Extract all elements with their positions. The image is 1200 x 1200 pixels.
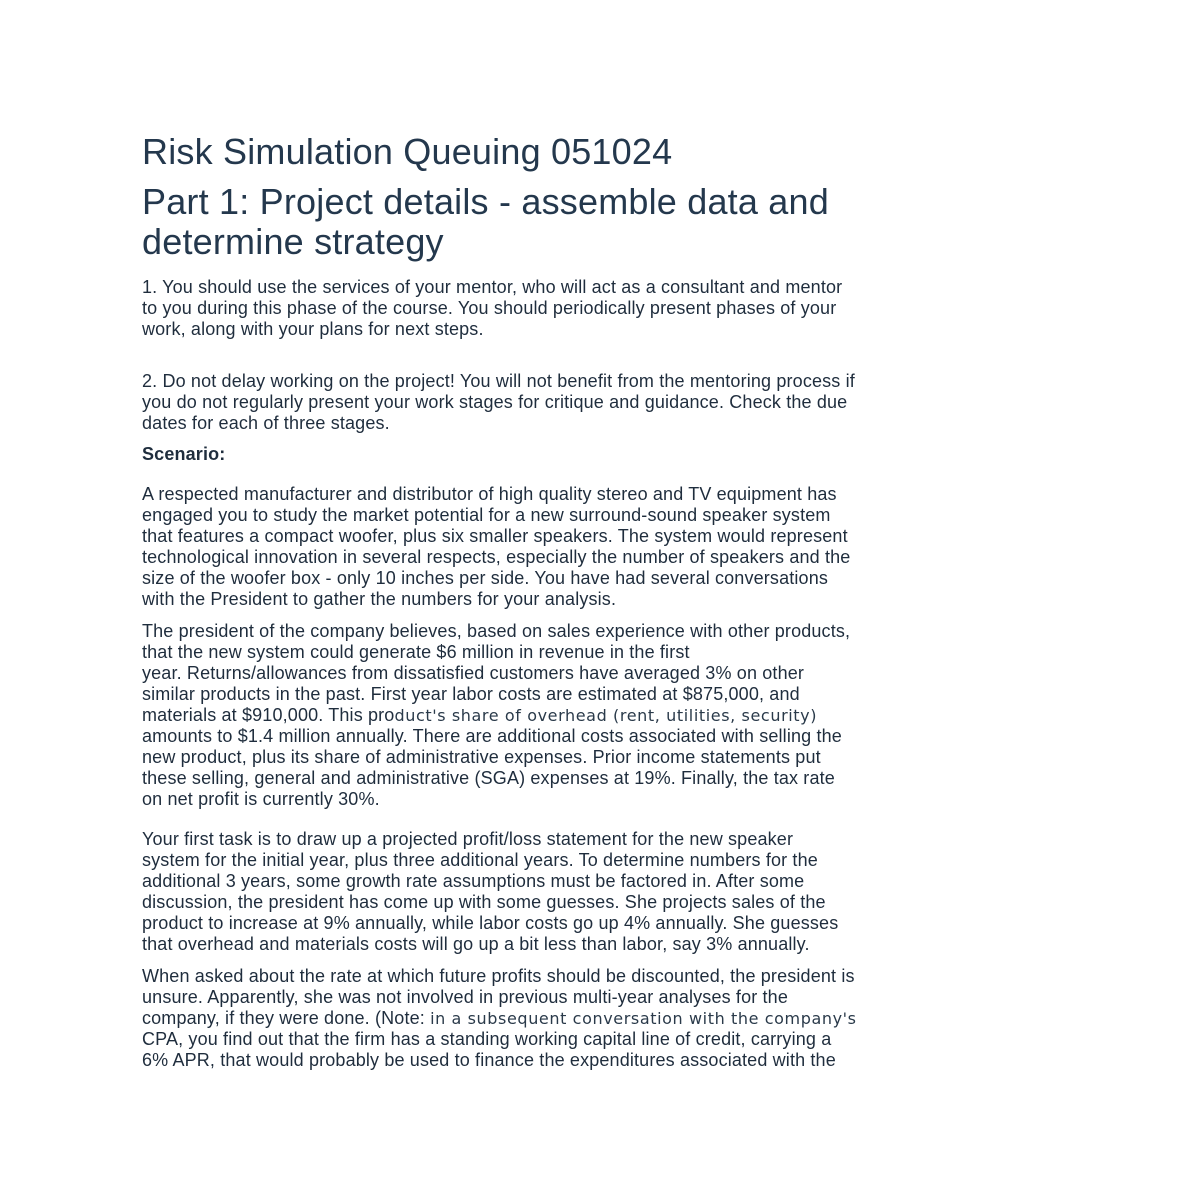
text-line: Your first task is to draw up a projected profit/loss statement for the new speaker	[142, 829, 794, 849]
scenario-intro-paragraph	[142, 484, 1072, 610]
discount-rate-paragraph	[142, 966, 1072, 1071]
text-line: CPA, you find out that the firm has a standing working capital line of credit, carrying a	[142, 1029, 832, 1049]
text-line: with the President to gather the numbers for your analysis.	[142, 589, 617, 609]
text-line: these selling, general and administrative (SGA) expenses at 19%. Finally, the tax rate	[142, 768, 835, 788]
text-line: materials at $910,000. This pro	[142, 705, 395, 725]
text-line: When asked about the rate at which future profits should be discounted, the president is	[142, 966, 855, 986]
text-line: similar products in the past. First year labor costs are estimated at $875,000, and	[142, 684, 800, 704]
text-line: amounts to $1.4 million annually. There are additional costs associated with selling the	[142, 726, 842, 746]
text-line-continuation: duct's share of overhead (rent, utilities, security)	[394, 706, 818, 725]
text-line: on net profit is currently 30%.	[142, 789, 380, 809]
text-line-continuation: in a subsequent conversation with the company's	[430, 1009, 857, 1028]
text-line: 1. You should use the services of your mentor, who will act as a consultant and mentor	[142, 277, 843, 297]
first-task-paragraph	[142, 829, 1072, 955]
document-page	[142, 128, 1072, 1071]
text-line: new product, plus its share of administrative expenses. Prior income statements put	[142, 747, 821, 767]
text-line: 6% APR, that would probably be used to finance the expenditures associated with the	[142, 1050, 836, 1070]
mentor-instruction-paragraph	[142, 277, 1072, 340]
text-line: company, if they were done. (Note:	[142, 1008, 431, 1028]
text-line: to you during this phase of the course. You should periodically present phases of your	[142, 298, 837, 318]
text-line: that the new system could generate $6 million in revenue in the first	[142, 642, 690, 662]
deadline-instruction-paragraph	[142, 371, 1072, 434]
document-title: Risk Simulation Queuing 051024	[142, 131, 673, 172]
financials-paragraph	[142, 621, 1072, 810]
text-line: year. Returns/allowances from dissatisfied customers have averaged 3% on other	[142, 663, 805, 683]
text-line: additional 3 years, some growth rate assumptions must be factored in. After some	[142, 871, 805, 891]
text-line: A respected manufacturer and distributor of high quality stereo and TV equipment has	[142, 484, 837, 504]
scenario-label: Scenario:	[142, 444, 226, 464]
text-line: unsure. Apparently, she was not involved in previous multi-year analyses for the	[142, 987, 788, 1007]
section-heading-line-2: determine strategy	[142, 221, 444, 262]
section-heading-line-1: Part 1: Project details - assemble data and	[142, 181, 829, 222]
text-line: you do not regularly present your work stages for critique and guidance. Check the due	[142, 392, 848, 412]
section-heading	[142, 182, 1072, 262]
text-line: that features a compact woofer, plus six smaller speakers. The system would represent	[142, 526, 848, 546]
text-line: The president of the company believes, based on sales experience with other products,	[142, 621, 851, 641]
text-line: technological innovation in several respects, especially the number of speakers and the	[142, 547, 851, 567]
text-line: size of the woofer box - only 10 inches per side. You have had several conversations	[142, 568, 829, 588]
text-line: work, along with your plans for next steps.	[142, 319, 484, 339]
text-line: that overhead and materials costs will go up a bit less than labor, say 3% annually.	[142, 934, 810, 954]
text-line: discussion, the president has come up with some guesses. She projects sales of the	[142, 892, 826, 912]
text-line: engaged you to study the market potential for a new surround-sound speaker system	[142, 505, 831, 525]
text-line: product to increase at 9% annually, while labor costs go up 4% annually. She guesses	[142, 913, 839, 933]
text-line: 2. Do not delay working on the project! You will not benefit from the mentoring process if	[142, 371, 855, 391]
text-line: dates for each of three stages.	[142, 413, 390, 433]
text-line: system for the initial year, plus three additional years. To determine numbers for the	[142, 850, 818, 870]
